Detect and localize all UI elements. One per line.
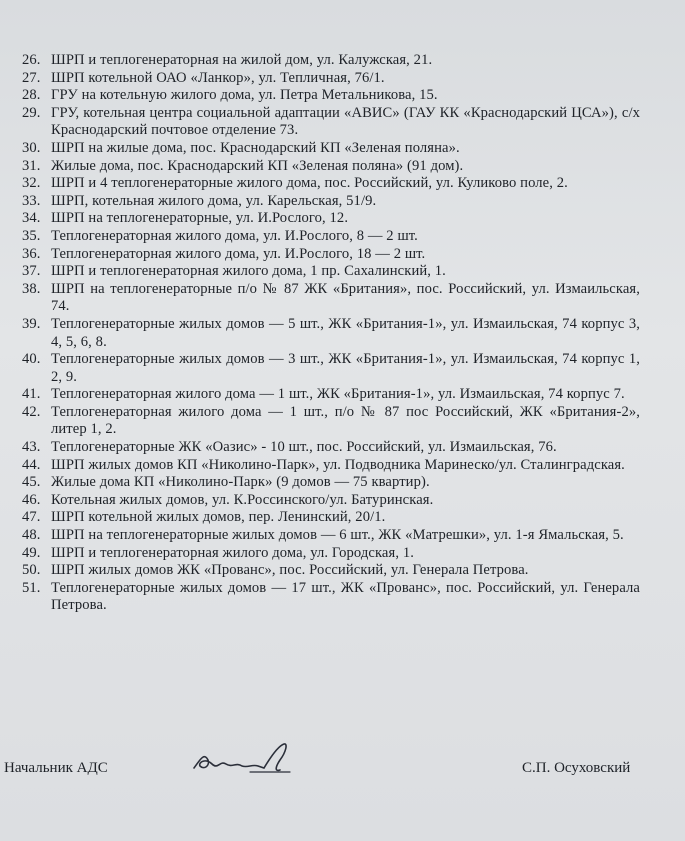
list-item [22,492,640,510]
list-item [22,351,640,386]
item-number: 50. [22,562,41,579]
handwritten-signature [190,738,300,780]
item-number: 51. [22,579,41,596]
item-number: 37. [22,263,41,280]
item-number: 45. [22,474,41,491]
item-number: 48. [22,527,41,544]
list-item [22,509,640,527]
signer-name: С.П. Осуховский [522,760,631,776]
list-item [22,545,640,563]
list-item [22,175,640,193]
item-number: 40. [22,351,41,368]
item-text: Жилые дома КП «Николино-Парк» (9 домов — 75 квартир). [51,474,430,491]
item-number: 31. [22,157,41,174]
item-number: 38. [22,280,41,297]
item-text: ШРП и теплогенераторная на жилой дом, ул. Калужская, 21. [51,52,433,68]
item-text: Котельная жилых домов, ул. К.Россинского/ул. Батуринская. [51,491,434,508]
item-text: Теплогенераторная жилого дома, ул. И.Рослого, 8 — 2 шт. [51,227,418,244]
item-number: 39. [22,315,41,332]
item-text: Теплогенераторная жилого дома — 1 шт., п/о № 87 пос Российский, ЖК «Британия-2», литер 1, 2. [51,403,640,438]
item-number: 30. [22,139,41,156]
item-text: ШРП котельной ОАО «Ланкор», ул. Тепличная, 76/1. [51,69,385,86]
item-text: ГРУ, котельная центра социальной адаптации «АВИС» (ГАУ КК «Краснодарский ЦСА»), с/х Краснодарский почтовое отделение 73. [51,104,640,139]
list-item [22,140,640,158]
item-number: 41. [22,386,41,403]
list-item [22,70,640,88]
item-text: Жилые дома, пос. Краснодарский КП «Зеленая поляна» (91 дом). [51,157,464,174]
list-item [22,527,640,545]
list-item [22,105,640,140]
list-item [22,228,640,246]
item-text: ШРП и теплогенераторная жилого дома, ул. Городская, 1. [51,544,414,561]
item-number: 44. [22,456,41,473]
list-item [22,246,640,264]
item-number: 33. [22,192,41,209]
item-number: 32. [22,175,41,192]
list-item [22,386,640,404]
item-number: 28. [22,87,41,104]
item-text: ШРП на теплогенераторные, ул. И.Рослого, 12. [51,210,349,227]
item-text: ШРП на теплогенераторные жилых домов — 6 шт., ЖК «Матрешки», ул. 1-я Ямальская, 5. [51,527,624,544]
list-item [22,210,640,228]
item-number: 46. [22,491,41,508]
item-list [22,52,640,615]
item-number: 26. [22,52,41,68]
item-text: ШРП, котельная жилого дома, ул. Карельская, 51/9. [51,192,377,209]
item-text: ШРП котельной жилых домов, пер. Ленинский, 20/1. [51,509,386,526]
item-text: ШРП на жилые дома, пос. Краснодарский КП «Зеленая поляна». [51,139,460,156]
item-text: ШРП на теплогенераторные п/о № 87 ЖК «Британия», пос. Российский, ул. Измаильская, 74. [51,280,640,315]
item-number: 35. [22,227,41,244]
list-item [22,281,640,316]
item-number: 27. [22,69,41,86]
item-number: 49. [22,544,41,561]
item-text: Теплогенераторные жилых домов — 5 шт., ЖК «Британия-1», ул. Измаильская, 74 корпус 3, 4, 5, 6, 8. [51,315,640,350]
item-number: 47. [22,509,41,526]
item-number: 43. [22,439,41,456]
item-text: Теплогенераторные жилых домов — 17 шт., ЖК «Прованс», пос. Российский, ул. Генерала Петрова. [51,579,640,614]
item-text: Теплогенераторные ЖК «Оазис» - 10 шт., пос. Российский, ул. Измаильская, 76. [51,439,557,456]
list-item [22,404,640,439]
list-item [22,457,640,475]
list-item [22,263,640,281]
list-item [22,158,640,176]
item-number: 34. [22,210,41,227]
list-item [22,580,640,615]
item-text: Теплогенераторная жилого дома — 1 шт., ЖК «Британия-1», ул. Измаильская, 74 корпус 7. [51,386,625,403]
item-text: ШРП и теплогенераторная жилого дома, 1 пр. Сахалинский, 1. [51,263,446,280]
item-text: ШРП жилых домов КП «Николино-Парк», ул. Подводника Маринеско/ул. Сталинградская. [51,456,625,473]
item-number: 36. [22,245,41,262]
item-text: ШРП и 4 теплогенераторные жилого дома, пос. Российский, ул. Куликово поле, 2. [51,175,568,192]
signer-position: Начальник АДС [4,760,108,776]
list-item [22,562,640,580]
list-item [22,439,640,457]
item-text: ГРУ на котельную жилого дома, ул. Петра Метальникова, 15. [51,87,438,104]
item-text: Теплогенераторные жилых домов — 3 шт., ЖК «Британия-1», ул. Измаильская, 74 корпус 1, 2, 9. [51,351,640,385]
list-item [22,52,640,70]
item-text: ШРП жилых домов ЖК «Прованс», пос. Российский, ул. Генерала Петрова. [51,562,529,579]
list-item [22,316,640,351]
list-item [22,193,640,211]
item-text: Теплогенераторная жилого дома, ул. И.Рослого, 18 — 2 шт. [51,245,426,262]
item-number: 42. [22,403,41,420]
list-item [22,87,640,105]
list-item [22,474,640,492]
item-number: 29. [22,104,41,121]
